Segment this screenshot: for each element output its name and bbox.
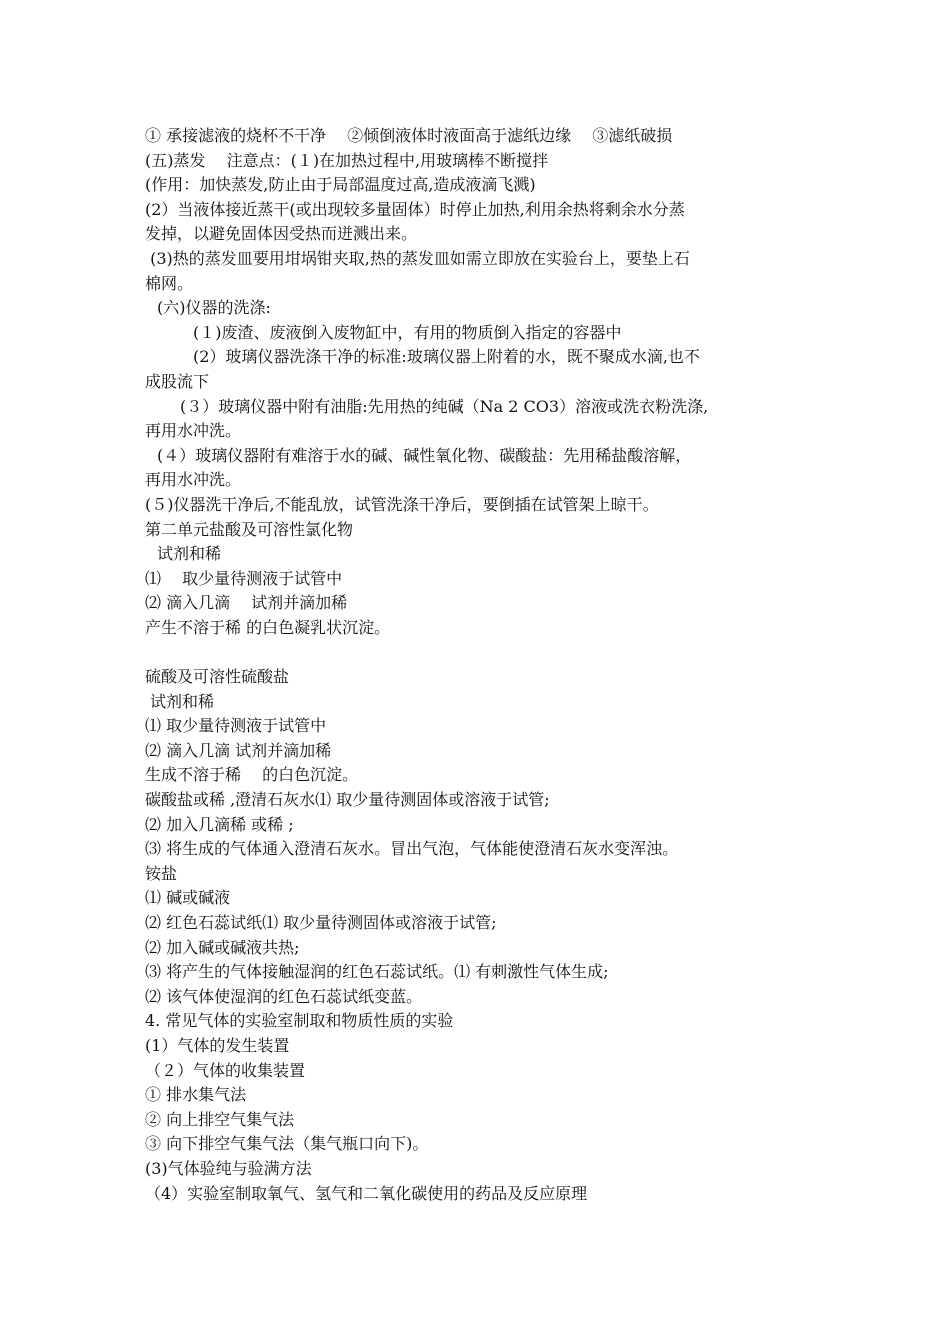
text-line: (3)气体验纯与验满方法 [145, 1158, 312, 1178]
text-line: （4）实验室制取氧气、氢气和二氧化碳使用的药品及反应原理 [145, 1183, 588, 1203]
section-heading: 硫酸及可溶性硫酸盐 [145, 667, 290, 687]
text-line: ⑵ 滴入几滴 试剂并滴加稀 [145, 740, 332, 760]
text-line: ⑴ 取少量待测液于试管中 [145, 716, 327, 736]
section-heading: 铵盐 [145, 863, 178, 883]
text-line: 再用水冲洗。 [145, 421, 242, 441]
text-line: 再用水冲洗。 [145, 470, 242, 490]
text-line: （２）气体的收集装置 [145, 1060, 306, 1080]
text-line: ① 承接滤液的烧杯不干净 ②倾倒液体时液面高于滤纸边缘 ③滤纸破损 [145, 126, 673, 145]
text-line: (１)废渣、废液倒入废物缸中，有用的物质倒入指定的容器中 [193, 322, 622, 342]
text-line: ⑶ 将产生的气体接触湿润的红色石蕊试纸。⑴ 有刺激性气体生成; [145, 962, 609, 982]
text-line: (５)仪器洗干净后,不能乱放，试管洗涤干净后，要倒插在试管架上晾干。 [145, 494, 659, 514]
text-line: (3)热的蒸发皿要用坩埚钳夹取,热的蒸发皿如需立即放在实验台上，要垫上石 [145, 248, 690, 268]
text-line: ⑴ 碱或碱液 [145, 888, 231, 908]
section-heading: 第二单元盐酸及可溶性氯化物 [145, 519, 354, 539]
text-line: 碳酸盐或稀 ,澄清石灰水⑴ 取少量待测固体或溶液于试管; [145, 790, 550, 810]
text-line: 成股流下 [145, 371, 210, 391]
text-line: 生成不溶于稀 的白色沉淀。 [145, 765, 359, 785]
text-line: ⑶ 将生成的气体通入澄清石灰水。冒出气泡，气体能使澄清石灰水变浑浊。 [145, 839, 679, 859]
blank-line [145, 640, 815, 665]
text-line: ① 排水集气法 [145, 1085, 247, 1105]
text-line: ⑴ 取少量待测液于试管中 [145, 568, 343, 588]
text-line: 试剂和稀 [150, 691, 215, 711]
text-line: (2）当液体接近蒸干(或出现较多量固体）时停止加热,利用余热将剩余水分蒸 [145, 199, 685, 219]
text-line: ⑵ 红色石蕊试纸⑴ 取少量待测固体或溶液于试管; [145, 913, 497, 932]
section-heading: 4. 常见气体的实验室制取和物质性质的实验 [145, 1011, 454, 1031]
text-line: (３）玻璃仪器中附有油脂:先用热的纯碱（Na 2 CO3）溶液或洗衣粉洗涤, [180, 396, 709, 416]
text-line: (五)蒸发 注意点：(１)在加热过程中,用玻璃棒不断搅拌 [145, 150, 549, 170]
text-line: ⑵ 加入碱或碱液共热; [145, 937, 300, 957]
text-line: (2）玻璃仪器洗涤干净的标准:玻璃仪器上附着的水，既不聚成水滴,也不 [193, 347, 700, 367]
text-line: ③ 向下排空气集气法（集气瓶口向下)。 [145, 1134, 429, 1154]
text-line: 棉网。 [145, 273, 194, 293]
text-line: ② 向上排空气集气法 [145, 1109, 295, 1129]
text-line: 发掉，以避免固体因受热而迸溅出来。 [145, 224, 418, 244]
text-line: ⑵ 滴入几滴 试剂并滴加稀 [145, 593, 348, 613]
text-line: (作用：加快蒸发,防止由于局部温度过高,造成液滴飞溅) [145, 175, 536, 195]
text-line: 试剂和稀 [157, 544, 222, 564]
text-line: (４）玻璃仪器附有难溶于水的碱、碱性氧化物、碳酸盐：先用稀盐酸溶解， [157, 445, 692, 465]
document-body [145, 124, 815, 1206]
section-heading: (六)仪器的洗涤: [157, 298, 271, 318]
text-line: ⑵ 该气体使湿润的红色石蕊试纸变蓝。 [145, 986, 423, 1006]
text-line: 产生不溶于稀 的白色凝乳状沉淀。 [145, 617, 391, 637]
text-line: (1）气体的发生装置 [145, 1035, 290, 1055]
text-line: ⑵ 加入几滴稀 或稀 ; [145, 814, 294, 834]
